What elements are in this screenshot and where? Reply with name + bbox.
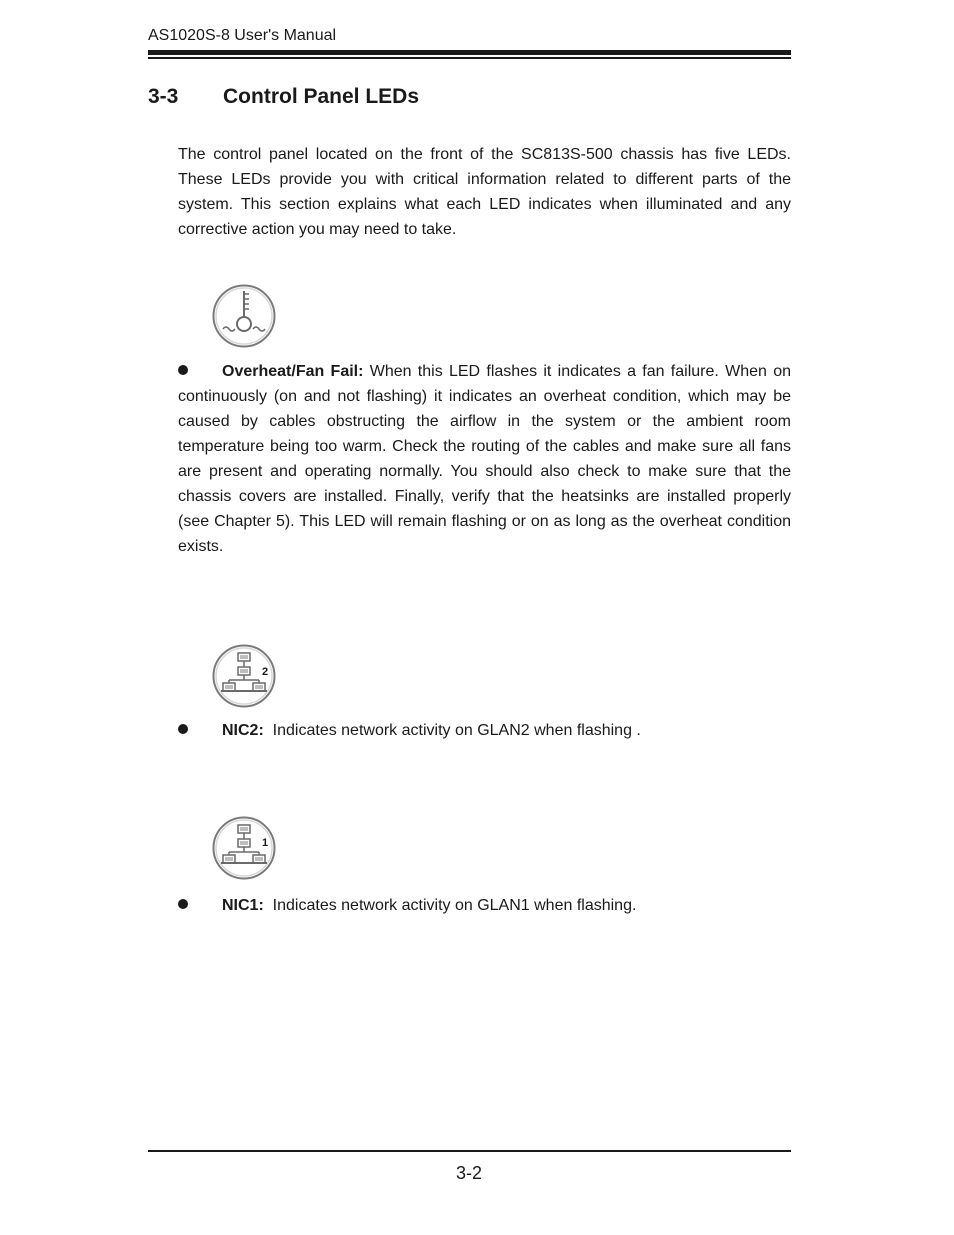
network-icon [211, 815, 277, 886]
network-icon [211, 643, 277, 714]
bullet-icon [178, 724, 188, 734]
nic-number-label: 2 [262, 666, 269, 678]
bullet-icon [178, 365, 188, 375]
intro-paragraph: The control panel located on the front of the SC813S-500 chassis has five LEDs. These LEDs provide you with critical information related to different parts of the system. This section explains what each LED indicates when illuminated and any corrective action you may need to take. [178, 146, 791, 238]
led-item-overheat [178, 359, 791, 559]
led-item-nic1 [178, 893, 791, 918]
led-description: When this LED flashes it indicates a fan failure. When on continuously (on and not flashing) it indicates an overheat condition, which may be caused by cables obstructing the airflow in the system or the ambient room temperature being too warm. Check the routing of the cables and make sure all fans are present and operating normally. You should also check to make sure that the chassis covers are installed. Finally, verify that the heatsinks are installed properly (see Chapter 5). This LED will remain flashing or on as long as the overheat condition exists. [178, 363, 791, 555]
led-term: NIC1: [222, 897, 264, 914]
nic-number-label: 1 [262, 837, 269, 849]
running-header: AS1020S-8 User's Manual [148, 27, 337, 44]
led-term: NIC2: [222, 722, 264, 739]
header-rule [148, 50, 791, 55]
led-description: Indicates network activity on GLAN2 when flashing . [263, 722, 641, 739]
led-item-nic2 [178, 718, 791, 743]
header-rule-thin [148, 57, 791, 59]
bullet-icon [178, 899, 188, 909]
thermometer-icon [211, 283, 277, 354]
section-number: 3-3 [148, 85, 179, 108]
section-title: Control Panel LEDs [223, 85, 420, 108]
section-heading [148, 85, 419, 109]
page-number: 3-2 [456, 1163, 483, 1183]
footer-rule [148, 1150, 791, 1152]
led-description: Indicates network activity on GLAN1 when flashing. [263, 897, 637, 914]
led-term: Overheat/Fan Fail: [222, 363, 364, 380]
